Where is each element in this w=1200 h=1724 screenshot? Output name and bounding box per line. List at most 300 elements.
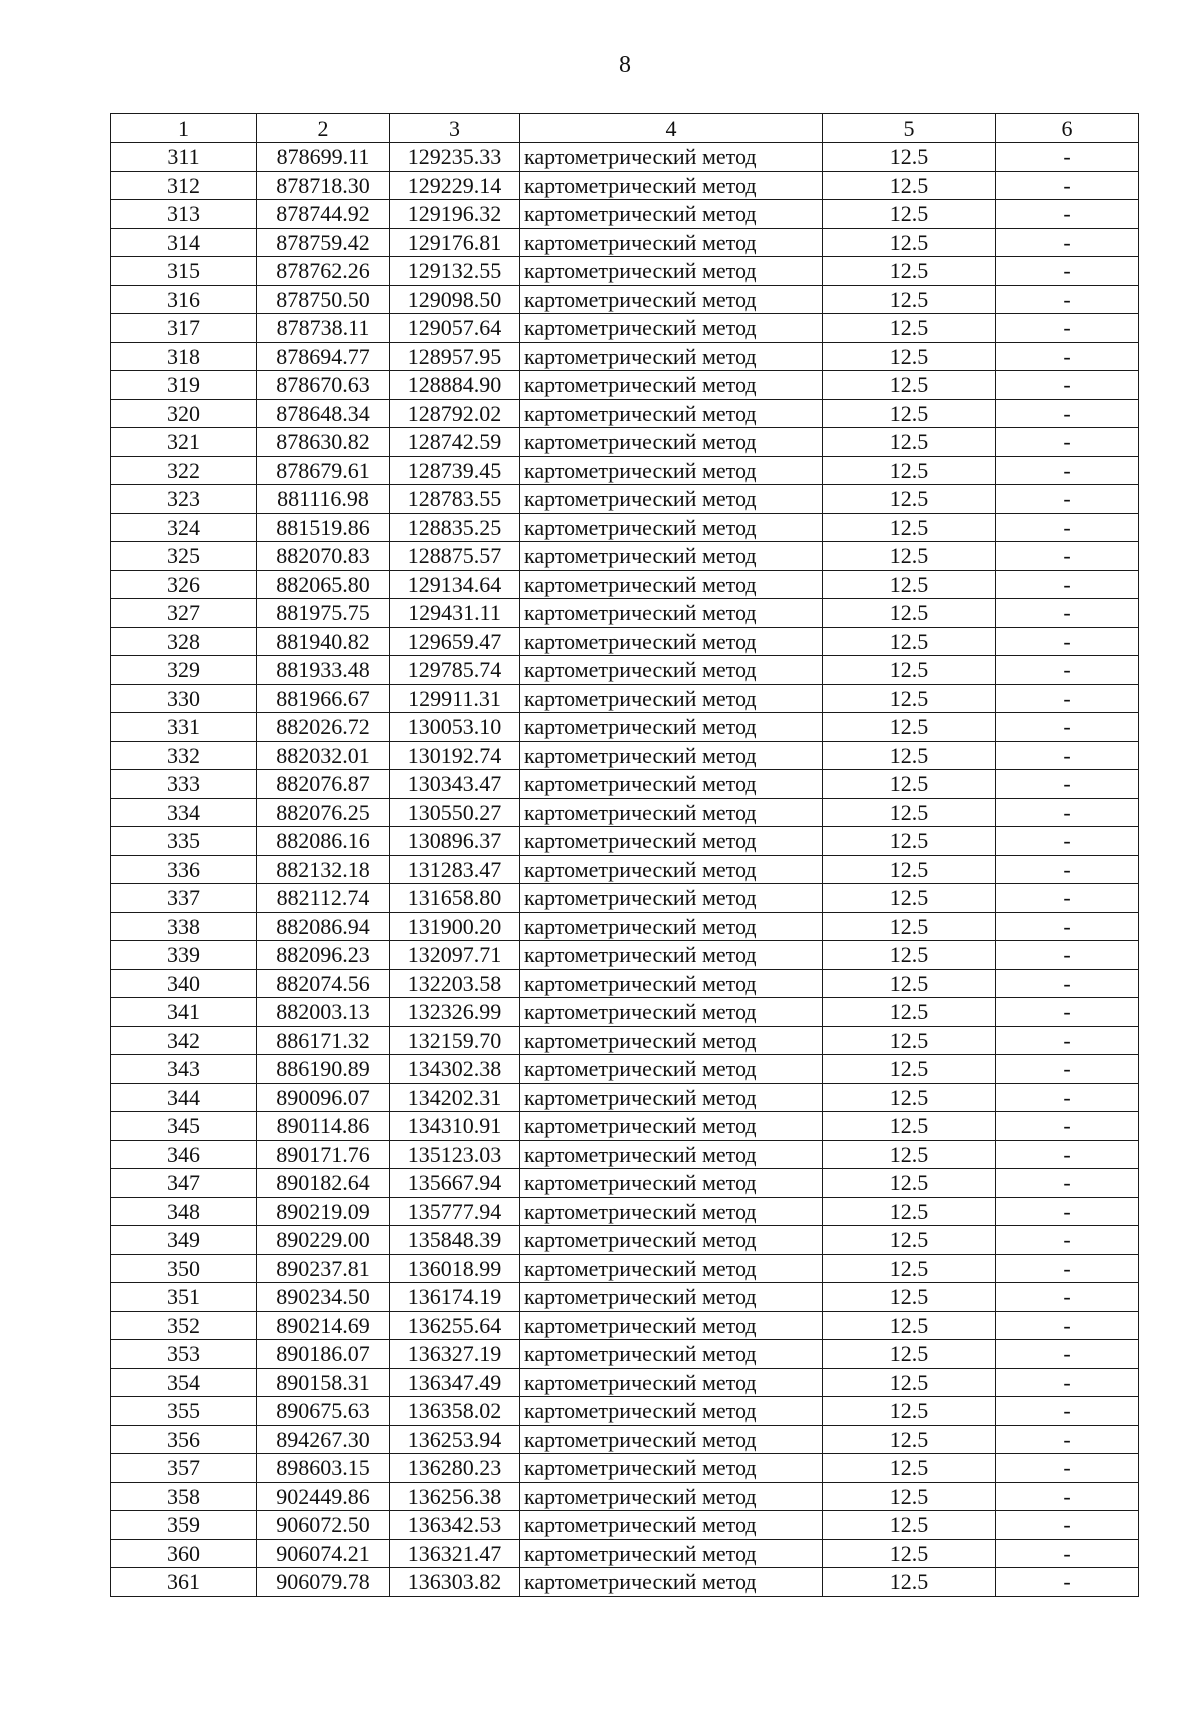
point-number-cell: 352 [111, 1311, 257, 1340]
header-col-4: 4 [520, 114, 823, 143]
description-cell: - [996, 542, 1139, 571]
header-col-1: 1 [111, 114, 257, 143]
description-cell: - [996, 741, 1139, 770]
accuracy-cell: 12.5 [823, 798, 996, 827]
description-cell: - [996, 314, 1139, 343]
point-number-cell: 346 [111, 1140, 257, 1169]
description-cell: - [996, 257, 1139, 286]
coordinate-y-cell: 129431.11 [390, 599, 520, 628]
table-row [111, 1055, 1139, 1084]
coordinate-y-cell: 129785.74 [390, 656, 520, 685]
accuracy-cell: 12.5 [823, 285, 996, 314]
point-number-cell: 317 [111, 314, 257, 343]
description-cell: - [996, 1226, 1139, 1255]
coordinate-x-cell: 882026.72 [257, 713, 390, 742]
method-cell: картометрический метод [520, 1368, 823, 1397]
point-number-cell: 351 [111, 1283, 257, 1312]
coordinates-table [110, 113, 1139, 1597]
method-cell: картометрический метод [520, 371, 823, 400]
method-cell: картометрический метод [520, 1140, 823, 1169]
header-col-2: 2 [257, 114, 390, 143]
table-row [111, 1169, 1139, 1198]
coordinate-x-cell: 890096.07 [257, 1083, 390, 1112]
point-number-cell: 313 [111, 200, 257, 229]
coordinate-y-cell: 128884.90 [390, 371, 520, 400]
accuracy-cell: 12.5 [823, 855, 996, 884]
method-cell: картометрический метод [520, 1283, 823, 1312]
coordinate-x-cell: 890675.63 [257, 1397, 390, 1426]
point-number-cell: 332 [111, 741, 257, 770]
accuracy-cell: 12.5 [823, 1539, 996, 1568]
table-row [111, 570, 1139, 599]
description-cell: - [996, 770, 1139, 799]
description-cell: - [996, 941, 1139, 970]
accuracy-cell: 12.5 [823, 342, 996, 371]
table-row [111, 941, 1139, 970]
coordinate-x-cell: 882112.74 [257, 884, 390, 913]
coordinate-x-cell: 890171.76 [257, 1140, 390, 1169]
point-number-cell: 355 [111, 1397, 257, 1426]
coordinate-x-cell: 906072.50 [257, 1511, 390, 1540]
accuracy-cell: 12.5 [823, 200, 996, 229]
description-cell: - [996, 884, 1139, 913]
description-cell: - [996, 1283, 1139, 1312]
accuracy-cell: 12.5 [823, 1055, 996, 1084]
method-cell: картометрический метод [520, 1226, 823, 1255]
point-number-cell: 354 [111, 1368, 257, 1397]
point-number-cell: 349 [111, 1226, 257, 1255]
header-col-5: 5 [823, 114, 996, 143]
accuracy-cell: 12.5 [823, 770, 996, 799]
method-cell: картометрический метод [520, 399, 823, 428]
table-row [111, 884, 1139, 913]
point-number-cell: 316 [111, 285, 257, 314]
table-row [111, 485, 1139, 514]
accuracy-cell: 12.5 [823, 570, 996, 599]
description-cell: - [996, 1340, 1139, 1369]
coordinate-y-cell: 135667.94 [390, 1169, 520, 1198]
description-cell: - [996, 855, 1139, 884]
method-cell: картометрический метод [520, 1397, 823, 1426]
accuracy-cell: 12.5 [823, 1340, 996, 1369]
table-body [111, 143, 1139, 1597]
coordinate-y-cell: 131283.47 [390, 855, 520, 884]
accuracy-cell: 12.5 [823, 371, 996, 400]
coordinate-y-cell: 128783.55 [390, 485, 520, 514]
point-number-cell: 334 [111, 798, 257, 827]
coordinate-x-cell: 878630.82 [257, 428, 390, 457]
point-number-cell: 359 [111, 1511, 257, 1540]
coordinate-y-cell: 129176.81 [390, 228, 520, 257]
point-number-cell: 328 [111, 627, 257, 656]
coordinate-x-cell: 881940.82 [257, 627, 390, 656]
method-cell: картометрический метод [520, 1482, 823, 1511]
description-cell: - [996, 656, 1139, 685]
table-row [111, 1539, 1139, 1568]
accuracy-cell: 12.5 [823, 1112, 996, 1141]
coordinate-x-cell: 882074.56 [257, 969, 390, 998]
method-cell: картометрический метод [520, 542, 823, 571]
accuracy-cell: 12.5 [823, 827, 996, 856]
method-cell: картометрический метод [520, 200, 823, 229]
coordinate-x-cell: 878670.63 [257, 371, 390, 400]
table-row [111, 798, 1139, 827]
table-row [111, 228, 1139, 257]
coordinate-x-cell: 882076.25 [257, 798, 390, 827]
coordinate-y-cell: 136255.64 [390, 1311, 520, 1340]
coordinate-x-cell: 881519.86 [257, 513, 390, 542]
description-cell: - [996, 1539, 1139, 1568]
table-row [111, 713, 1139, 742]
accuracy-cell: 12.5 [823, 941, 996, 970]
description-cell: - [996, 200, 1139, 229]
coordinate-y-cell: 132326.99 [390, 998, 520, 1027]
point-number-cell: 343 [111, 1055, 257, 1084]
coordinate-x-cell: 882070.83 [257, 542, 390, 571]
point-number-cell: 340 [111, 969, 257, 998]
point-number-cell: 357 [111, 1454, 257, 1483]
accuracy-cell: 12.5 [823, 656, 996, 685]
coordinate-x-cell: 881966.67 [257, 684, 390, 713]
coordinate-y-cell: 134202.31 [390, 1083, 520, 1112]
method-cell: картометрический метод [520, 1425, 823, 1454]
coordinate-y-cell: 136253.94 [390, 1425, 520, 1454]
table-row [111, 200, 1139, 229]
coordinate-x-cell: 878699.11 [257, 143, 390, 172]
description-cell: - [996, 1397, 1139, 1426]
table-row [111, 1083, 1139, 1112]
method-cell: картометрический метод [520, 1568, 823, 1597]
description-cell: - [996, 627, 1139, 656]
coordinate-y-cell: 130550.27 [390, 798, 520, 827]
table-row [111, 969, 1139, 998]
point-number-cell: 314 [111, 228, 257, 257]
coordinate-y-cell: 136256.38 [390, 1482, 520, 1511]
table-row [111, 1397, 1139, 1426]
coordinate-y-cell: 129229.14 [390, 171, 520, 200]
point-number-cell: 337 [111, 884, 257, 913]
table-row [111, 770, 1139, 799]
coordinate-x-cell: 882086.94 [257, 912, 390, 941]
coordinate-x-cell: 890158.31 [257, 1368, 390, 1397]
description-cell: - [996, 1140, 1139, 1169]
coordinate-y-cell: 136018.99 [390, 1254, 520, 1283]
point-number-cell: 330 [111, 684, 257, 713]
coordinate-y-cell: 132159.70 [390, 1026, 520, 1055]
method-cell: картометрический метод [520, 1055, 823, 1084]
point-number-cell: 315 [111, 257, 257, 286]
point-number-cell: 324 [111, 513, 257, 542]
point-number-cell: 342 [111, 1026, 257, 1055]
description-cell: - [996, 1083, 1139, 1112]
point-number-cell: 335 [111, 827, 257, 856]
header-row [111, 114, 1139, 143]
coordinate-x-cell: 890186.07 [257, 1340, 390, 1369]
coordinate-x-cell: 898603.15 [257, 1454, 390, 1483]
accuracy-cell: 12.5 [823, 1140, 996, 1169]
description-cell: - [996, 1197, 1139, 1226]
method-cell: картометрический метод [520, 1169, 823, 1198]
accuracy-cell: 12.5 [823, 1568, 996, 1597]
method-cell: картометрический метод [520, 912, 823, 941]
point-number-cell: 312 [111, 171, 257, 200]
coordinate-y-cell: 131658.80 [390, 884, 520, 913]
description-cell: - [996, 143, 1139, 172]
coordinate-x-cell: 878744.92 [257, 200, 390, 229]
coordinate-y-cell: 132203.58 [390, 969, 520, 998]
coordinate-x-cell: 878738.11 [257, 314, 390, 343]
description-cell: - [996, 513, 1139, 542]
coordinate-y-cell: 136358.02 [390, 1397, 520, 1426]
accuracy-cell: 12.5 [823, 998, 996, 1027]
point-number-cell: 356 [111, 1425, 257, 1454]
description-cell: - [996, 171, 1139, 200]
description-cell: - [996, 1511, 1139, 1540]
description-cell: - [996, 684, 1139, 713]
method-cell: картометрический метод [520, 314, 823, 343]
point-number-cell: 331 [111, 713, 257, 742]
table-row [111, 456, 1139, 485]
point-number-cell: 358 [111, 1482, 257, 1511]
coordinate-y-cell: 134302.38 [390, 1055, 520, 1084]
point-number-cell: 344 [111, 1083, 257, 1112]
table-row [111, 1511, 1139, 1540]
coordinate-x-cell: 881116.98 [257, 485, 390, 514]
point-number-cell: 329 [111, 656, 257, 685]
accuracy-cell: 12.5 [823, 257, 996, 286]
coordinate-x-cell: 878750.50 [257, 285, 390, 314]
point-number-cell: 321 [111, 428, 257, 457]
accuracy-cell: 12.5 [823, 1283, 996, 1312]
accuracy-cell: 12.5 [823, 428, 996, 457]
coordinate-x-cell: 882132.18 [257, 855, 390, 884]
point-number-cell: 339 [111, 941, 257, 970]
description-cell: - [996, 1482, 1139, 1511]
method-cell: картометрический метод [520, 1254, 823, 1283]
description-cell: - [996, 1454, 1139, 1483]
point-number-cell: 347 [111, 1169, 257, 1198]
method-cell: картометрический метод [520, 285, 823, 314]
point-number-cell: 361 [111, 1568, 257, 1597]
table-row [111, 741, 1139, 770]
table-row [111, 1568, 1139, 1597]
coordinate-x-cell: 890182.64 [257, 1169, 390, 1198]
description-cell: - [996, 1425, 1139, 1454]
accuracy-cell: 12.5 [823, 1026, 996, 1055]
accuracy-cell: 12.5 [823, 627, 996, 656]
coordinate-y-cell: 136342.53 [390, 1511, 520, 1540]
coordinate-x-cell: 890114.86 [257, 1112, 390, 1141]
coordinate-x-cell: 878679.61 [257, 456, 390, 485]
point-number-cell: 319 [111, 371, 257, 400]
coordinate-y-cell: 128792.02 [390, 399, 520, 428]
table-row [111, 314, 1139, 343]
method-cell: картометрический метод [520, 798, 823, 827]
accuracy-cell: 12.5 [823, 713, 996, 742]
method-cell: картометрический метод [520, 969, 823, 998]
description-cell: - [996, 827, 1139, 856]
accuracy-cell: 12.5 [823, 456, 996, 485]
coordinate-y-cell: 136174.19 [390, 1283, 520, 1312]
accuracy-cell: 12.5 [823, 1482, 996, 1511]
table-row [111, 171, 1139, 200]
coordinate-x-cell: 890229.00 [257, 1226, 390, 1255]
description-cell: - [996, 1254, 1139, 1283]
coordinate-y-cell: 128875.57 [390, 542, 520, 571]
point-number-cell: 325 [111, 542, 257, 571]
accuracy-cell: 12.5 [823, 884, 996, 913]
coordinate-y-cell: 129134.64 [390, 570, 520, 599]
table-row [111, 428, 1139, 457]
point-number-cell: 318 [111, 342, 257, 371]
table-row [111, 656, 1139, 685]
accuracy-cell: 12.5 [823, 143, 996, 172]
method-cell: картометрический метод [520, 428, 823, 457]
coordinate-x-cell: 894267.30 [257, 1425, 390, 1454]
coordinate-x-cell: 878759.42 [257, 228, 390, 257]
accuracy-cell: 12.5 [823, 513, 996, 542]
coordinate-x-cell: 890237.81 [257, 1254, 390, 1283]
table-row [111, 827, 1139, 856]
table-row [111, 1140, 1139, 1169]
table-row [111, 342, 1139, 371]
method-cell: картометрический метод [520, 1539, 823, 1568]
accuracy-cell: 12.5 [823, 1197, 996, 1226]
description-cell: - [996, 599, 1139, 628]
table-row [111, 599, 1139, 628]
coordinate-y-cell: 135848.39 [390, 1226, 520, 1255]
coordinate-x-cell: 882003.13 [257, 998, 390, 1027]
coordinate-y-cell: 129057.64 [390, 314, 520, 343]
method-cell: картометрический метод [520, 1340, 823, 1369]
accuracy-cell: 12.5 [823, 912, 996, 941]
description-cell: - [996, 1568, 1139, 1597]
accuracy-cell: 12.5 [823, 599, 996, 628]
coordinate-y-cell: 129098.50 [390, 285, 520, 314]
method-cell: картометрический метод [520, 143, 823, 172]
method-cell: картометрический метод [520, 1026, 823, 1055]
description-cell: - [996, 1169, 1139, 1198]
method-cell: картометрический метод [520, 570, 823, 599]
coordinate-y-cell: 131900.20 [390, 912, 520, 941]
description-cell: - [996, 285, 1139, 314]
method-cell: картометрический метод [520, 1112, 823, 1141]
coordinate-y-cell: 135123.03 [390, 1140, 520, 1169]
method-cell: картометрический метод [520, 855, 823, 884]
coordinate-y-cell: 136303.82 [390, 1568, 520, 1597]
method-cell: картометрический метод [520, 342, 823, 371]
accuracy-cell: 12.5 [823, 1425, 996, 1454]
point-number-cell: 350 [111, 1254, 257, 1283]
coordinate-x-cell: 882076.87 [257, 770, 390, 799]
accuracy-cell: 12.5 [823, 314, 996, 343]
method-cell: картометрический метод [520, 884, 823, 913]
description-cell: - [996, 399, 1139, 428]
point-number-cell: 353 [111, 1340, 257, 1369]
point-number-cell: 345 [111, 1112, 257, 1141]
method-cell: картометрический метод [520, 485, 823, 514]
point-number-cell: 311 [111, 143, 257, 172]
description-cell: - [996, 1368, 1139, 1397]
coordinate-y-cell: 132097.71 [390, 941, 520, 970]
coordinate-y-cell: 136321.47 [390, 1539, 520, 1568]
point-number-cell: 338 [111, 912, 257, 941]
accuracy-cell: 12.5 [823, 969, 996, 998]
method-cell: картометрический метод [520, 827, 823, 856]
method-cell: картометрический метод [520, 627, 823, 656]
point-number-cell: 326 [111, 570, 257, 599]
coordinate-y-cell: 128742.59 [390, 428, 520, 457]
description-cell: - [996, 1112, 1139, 1141]
description-cell: - [996, 1311, 1139, 1340]
description-cell: - [996, 456, 1139, 485]
coordinate-y-cell: 130053.10 [390, 713, 520, 742]
coordinate-x-cell: 886190.89 [257, 1055, 390, 1084]
table-row [111, 513, 1139, 542]
coordinate-x-cell: 890234.50 [257, 1283, 390, 1312]
accuracy-cell: 12.5 [823, 399, 996, 428]
table-row [111, 1254, 1139, 1283]
coordinate-y-cell: 128957.95 [390, 342, 520, 371]
method-cell: картометрический метод [520, 1083, 823, 1112]
coordinate-x-cell: 882065.80 [257, 570, 390, 599]
description-cell: - [996, 228, 1139, 257]
method-cell: картометрический метод [520, 599, 823, 628]
coordinate-x-cell: 886171.32 [257, 1026, 390, 1055]
coordinate-y-cell: 128835.25 [390, 513, 520, 542]
point-number-cell: 322 [111, 456, 257, 485]
description-cell: - [996, 428, 1139, 457]
table-row [111, 1340, 1139, 1369]
header-col-6: 6 [996, 114, 1139, 143]
coordinate-y-cell: 136347.49 [390, 1368, 520, 1397]
method-cell: картометрический метод [520, 770, 823, 799]
coordinate-y-cell: 136280.23 [390, 1454, 520, 1483]
point-number-cell: 360 [111, 1539, 257, 1568]
method-cell: картометрический метод [520, 513, 823, 542]
point-number-cell: 336 [111, 855, 257, 884]
coordinate-y-cell: 129132.55 [390, 257, 520, 286]
table-row [111, 1226, 1139, 1255]
header-col-3: 3 [390, 114, 520, 143]
table-row [111, 1283, 1139, 1312]
coordinate-x-cell: 890219.09 [257, 1197, 390, 1226]
table-row [111, 1026, 1139, 1055]
accuracy-cell: 12.5 [823, 1083, 996, 1112]
method-cell: картометрический метод [520, 741, 823, 770]
method-cell: картометрический метод [520, 456, 823, 485]
coordinate-y-cell: 128739.45 [390, 456, 520, 485]
coordinate-x-cell: 878648.34 [257, 399, 390, 428]
accuracy-cell: 12.5 [823, 1511, 996, 1540]
coordinate-x-cell: 906079.78 [257, 1568, 390, 1597]
table-row [111, 998, 1139, 1027]
coordinate-y-cell: 129659.47 [390, 627, 520, 656]
description-cell: - [996, 798, 1139, 827]
coordinate-y-cell: 130896.37 [390, 827, 520, 856]
point-number-cell: 333 [111, 770, 257, 799]
method-cell: картометрический метод [520, 998, 823, 1027]
accuracy-cell: 12.5 [823, 1226, 996, 1255]
method-cell: картометрический метод [520, 228, 823, 257]
table-row [111, 1425, 1139, 1454]
description-cell: - [996, 485, 1139, 514]
coordinate-x-cell: 882086.16 [257, 827, 390, 856]
accuracy-cell: 12.5 [823, 228, 996, 257]
accuracy-cell: 12.5 [823, 1397, 996, 1426]
point-number-cell: 323 [111, 485, 257, 514]
method-cell: картометрический метод [520, 1511, 823, 1540]
